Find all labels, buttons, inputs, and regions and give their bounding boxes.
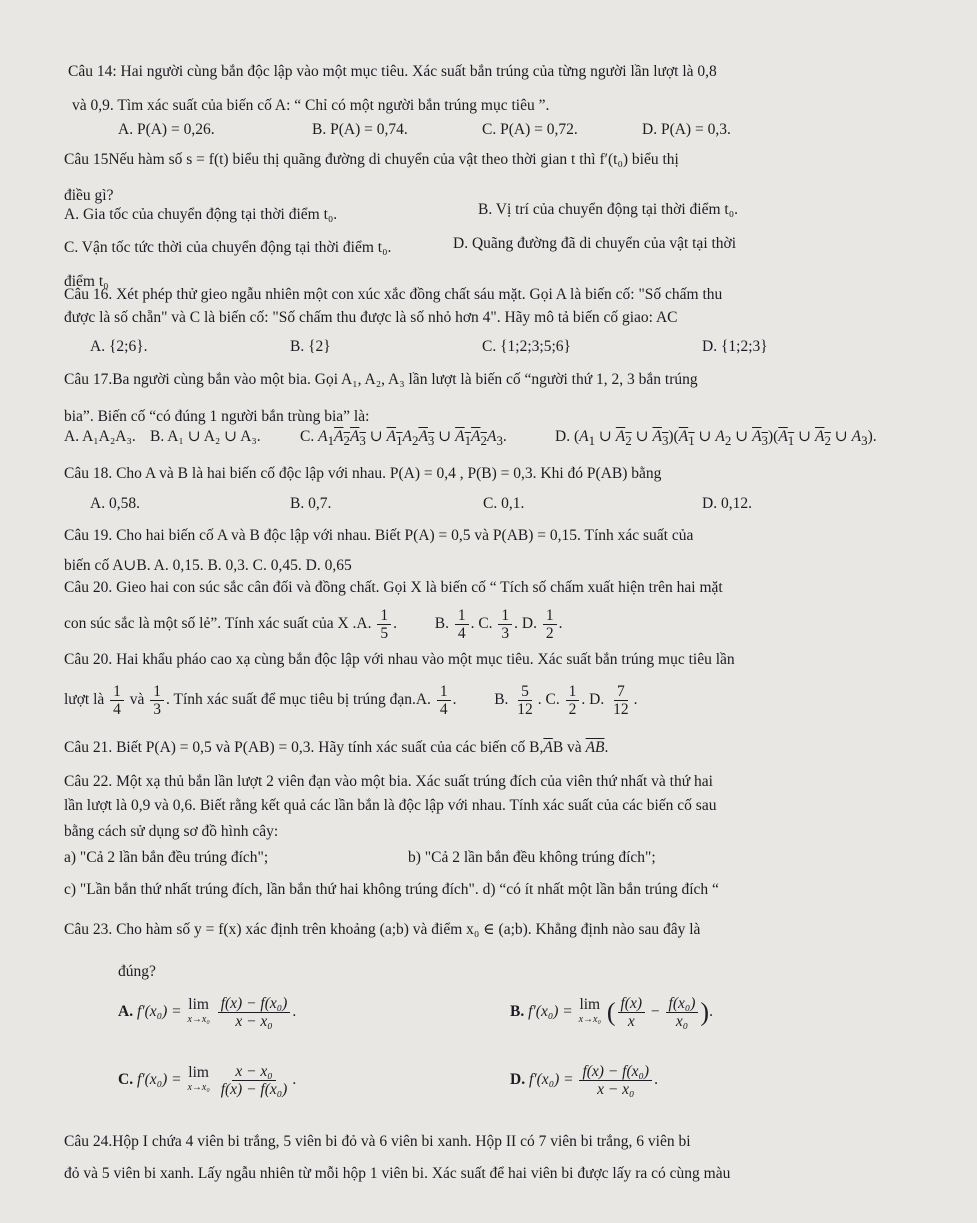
q20a-line1: Câu 20. Gieo hai con súc sắc cân đối và đồng chất. Gọi X là biến cố “ Tích số chấm xuất hiện trên hai mặt	[64, 579, 723, 596]
q23-label-a: A.	[118, 1003, 134, 1020]
q22-line1: Câu 22. Một xạ thủ bắn lần lượt 2 viên đạn vào một bia. Xác suất trúng đích của viên thứ nhất và thứ hai	[64, 773, 713, 790]
q14-option-c: C. P(A) = 0,72.	[482, 121, 578, 138]
q17-line1: Câu 17.Ba người cùng bắn vào một bia. Gọi A₁, A₂, A₃ lần lượt là biến cố “người thứ 1, 2, 3 bắn trúng	[64, 371, 698, 388]
q16-option-d: D. {1;2;3}	[702, 338, 768, 355]
q15-line2: điều gì?	[64, 187, 114, 204]
q18-option-a: A. 0,58.	[90, 495, 140, 512]
q20b-prefix: lượt là	[64, 691, 105, 708]
q19-line1: Câu 19. Cho hai biến cố A và B độc lập với nhau. Biết P(A) = 0,5 và P(AB) = 0,15. Tính xác suất của	[64, 527, 694, 544]
q20b-label-c: C.	[545, 691, 560, 708]
q18-option-c: C. 0,1.	[483, 495, 525, 512]
q15-option-b: B. Vị trí của chuyển động tại thời điểm t₀.	[478, 201, 738, 218]
q20b-label-b: B.	[494, 691, 509, 708]
q21-text: Câu 21. Biết P(A) = 0,5 và P(AB) = 0,3. Hãy tính xác suất của các biến cố B,	[64, 739, 544, 756]
q23-line1: Câu 23. Cho hàm số y = f(x) xác định trên khoảng (a;b) và điểm x₀ ∈ (a;b). Khẳng định nào sau đây là	[64, 921, 701, 938]
q15-option-a: A. Gia tốc của chuyển động tại thời điểm t₀.	[64, 206, 338, 223]
q21-mid: B và	[552, 739, 582, 756]
q24-line2: đỏ và 5 viên bi xanh. Lấy ngẫu nhiên từ mỗi hộp 1 viên bi. Xác suất để hai viên bi được lấy ra có cùng màu	[64, 1165, 731, 1182]
q21-tail: .	[604, 739, 609, 756]
q23-frac-a: $\frac{\text{f(x) − f(x₀)}}{\text{x − x₀}}$	[218, 995, 291, 1030]
q20b-label-d: D.	[589, 691, 605, 708]
q20b-given-1: $\frac{1}{4}$	[110, 683, 124, 718]
q16-option-b: B. {2}	[290, 338, 331, 355]
q22-line2: lần lượt là 0,9 và 0,6. Biết rằng kết quả các lần bắn là độc lập với nhau. Tính xác suất của các biến cố sau	[64, 797, 717, 814]
q23-option-d: D. f′(x₀) = $\frac{\text{f(x) − f(x₀)}}{\text{x − x₀}}$ .	[510, 1062, 658, 1098]
q21-line	[64, 738, 608, 758]
q22-part-b: b) "Cả 2 lần bắn đều không trúng đích";	[408, 849, 656, 866]
q18-option-b: B. 0,7.	[290, 495, 332, 512]
q23-option-b: B. f′(x₀) = lim x→x₀ ( $\frac{f(x)}{x}$ − $\frac{\text{f(x₀)}}{\text{x₀}}$ ).	[510, 994, 713, 1030]
q18-option-d: D. 0,12.	[702, 495, 752, 512]
q20a-frac-b: $\frac{1}{4}$	[455, 607, 469, 642]
q20a-prompt: con súc sắc là một số lẻ”. Tính xác suất của X .A.	[64, 615, 372, 632]
q23-line2: đúng?	[118, 963, 156, 980]
q17-option-d-label: D.	[555, 428, 571, 445]
q17-option-d: D. ($A_1$ ∪ $A_2$ ∪ $A_3)(A_1$ ∪ $A_2$ ∪ $A_3)(A_1$ ∪ $A_2$ ∪ $A_3$).	[555, 428, 877, 449]
q23-lim-b: lim x→x₀	[578, 996, 601, 1026]
q20a-line2: con súc sắc là một số lẻ”. Tính xác suất của X .A. $\frac{1}{5}$ . B. $\frac{1}{4}$ . C. $\frac{1}{3}$ . D. $\frac{1}{2}$ .	[64, 606, 563, 642]
q23-option-a: A. f′(x₀) = lim x→x₀ $\frac{\text{f(x) − f(x₀)}}{\text{x − x₀}}$ .	[118, 994, 297, 1030]
q20a-frac-d: $\frac{1}{2}$	[543, 607, 557, 642]
q20b-frac-a: $\frac{1}{4}$	[437, 683, 451, 718]
q23-label-c: C.	[118, 1071, 134, 1088]
q23-label-b: B.	[510, 1003, 525, 1020]
q20a-frac-c: $\frac{1}{3}$	[498, 607, 512, 642]
q20a-label-d: D.	[521, 615, 537, 632]
q18-line1: Câu 18. Cho A và B là hai biến cố độc lập với nhau. P(A) = 0,4 , P(B) = 0,3. Khi đó P(AB) bằng	[64, 465, 662, 482]
q22-part-a: a) "Cả 2 lần bắn đều trúng đích";	[64, 849, 269, 866]
q20b-given-2: $\frac{1}{3}$	[150, 683, 164, 718]
q20b-and: và	[129, 691, 145, 708]
q20b-frac-c: $\frac{1}{2}$	[566, 683, 580, 718]
q15-option-d: D. Quãng đường đã di chuyển của vật tại thời	[453, 235, 737, 252]
q23-frac-c: $\frac{\text{x − x₀}}{\text{f(x) − f(x₀)}}$	[220, 1062, 288, 1098]
q15-option-d-cont: điểm t₀	[64, 273, 109, 290]
q14-option-a: A. P(A) = 0,26.	[118, 121, 215, 138]
q20b-frac-d: $\frac{7}{12}$	[613, 682, 629, 718]
q16-line1: Câu 16. Xét phép thử gieo ngẫu nhiên một con xúc xắc đồng chất sáu mặt. Gọi A là biến cố: "Số chấm thu	[64, 286, 723, 303]
q20a-frac-a: $\frac{1}{5}$	[377, 607, 391, 642]
q15-line1: Câu 15Nếu hàm số s = f(t) biểu thị quãng đường di chuyển của vật theo thời gian t thì f′(t₀) biểu thị	[64, 151, 679, 168]
q23-frac-b1: $\frac{f(x)}{x}$	[618, 995, 646, 1030]
q14-option-b: B. P(A) = 0,74.	[312, 121, 408, 138]
q17-option-a: A. A₁A₂A₃.	[64, 428, 136, 445]
q14-line1: Câu 14: Hai người cùng bắn độc lập vào một mục tiêu. Xác suất bắn trúng của từng người lần lượt là 0,8	[68, 63, 717, 80]
q22-part-cd: c) "Lần bắn thứ nhất trúng đích, lần bắn thứ hai không trúng đích". d) “có ít nhất một lần bắn trúng đích “	[64, 881, 719, 898]
q16-option-c: C. {1;2;3;5;6}	[482, 338, 571, 355]
q23-lim-c: lim x→x₀	[187, 1064, 210, 1094]
q20b-prompt: . Tính xác suất để mục tiêu bị trúng đạn.A.	[166, 691, 431, 708]
q23-frac-d: $\frac{\text{f(x) − f(x₀)}}{\text{x − x₀}}$	[579, 1063, 652, 1098]
q17-option-c-label: C.	[300, 428, 315, 445]
q15-option-c: C. Vận tốc tức thời của chuyển động tại thời điểm t₀.	[64, 239, 392, 256]
q20a-label-b: B.	[434, 615, 449, 632]
q17-line2: bia”. Biến cố “có đúng 1 người bắn trùng bia” là:	[64, 408, 370, 425]
q23-lim-a: lim x→x₀	[187, 996, 210, 1026]
q23-option-c: C. f′(x₀) = lim x→x₀ $\frac{\text{x − x₀}}{\text{f(x) − f(x₀)}}$ .	[118, 1062, 297, 1098]
q14-line2: và 0,9. Tìm xác suất của biến cố A: “ Chỉ có một người bắn trúng mục tiêu ”.	[72, 97, 550, 114]
q20a-label-c: C.	[478, 615, 493, 632]
q20b-line2: lượt là $\frac{1}{4}$ và $\frac{1}{3}$ . Tính xác suất để mục tiêu bị trúng đạn.A. $\frac{1}{4}$ . B. $\frac{5}{12}$ . C. $\frac{1}{2}$ . D. $\frac{7}{12}$ .	[64, 682, 638, 718]
q16-line2: được là số chẵn" và C là biến cố: "Số chấm thu được là số nhỏ hơn 4". Hãy mô tả biến cố giao: AC	[64, 309, 678, 326]
q21-ab-bar: AB	[585, 739, 605, 756]
q19-line2: biến cố A∪B. A. 0,15. B. 0,3. C. 0,45. D. 0,65	[64, 557, 352, 574]
q22-line3: bằng cách sử dụng sơ đồ hình cây:	[64, 823, 279, 840]
q23-frac-b2: $\frac{\text{f(x₀)}}{\text{x₀}}$	[666, 995, 699, 1030]
q24-line1: Câu 24.Hộp I chứa 4 viên bi trắng, 5 viên bi đỏ và 6 viên bi xanh. Hộp II có 7 viên bi trắng, 6 viên bi	[64, 1133, 691, 1150]
q16-option-a: A. {2;6}.	[90, 338, 148, 355]
q17-option-c: C. $A_1A_2A_3$ ∪ $A_1A_2A_3$ ∪ $A_1A_2A_3$.	[300, 428, 507, 449]
q20b-frac-b: $\frac{5}{12}$	[517, 682, 533, 718]
q23-label-d: D.	[510, 1071, 526, 1088]
q14-option-d: D. P(A) = 0,3.	[642, 121, 731, 138]
q21-a-bar: $\overline{A}$	[543, 739, 553, 756]
q20b-line1: Câu 20. Hai khẩu pháo cao xạ cùng bắn độc lập với nhau vào một mục tiêu. Xác suất bắn trúng mục tiêu lần	[64, 651, 735, 668]
q17-option-b: B. A₁ ∪ A₂ ∪ A₃.	[150, 428, 261, 445]
